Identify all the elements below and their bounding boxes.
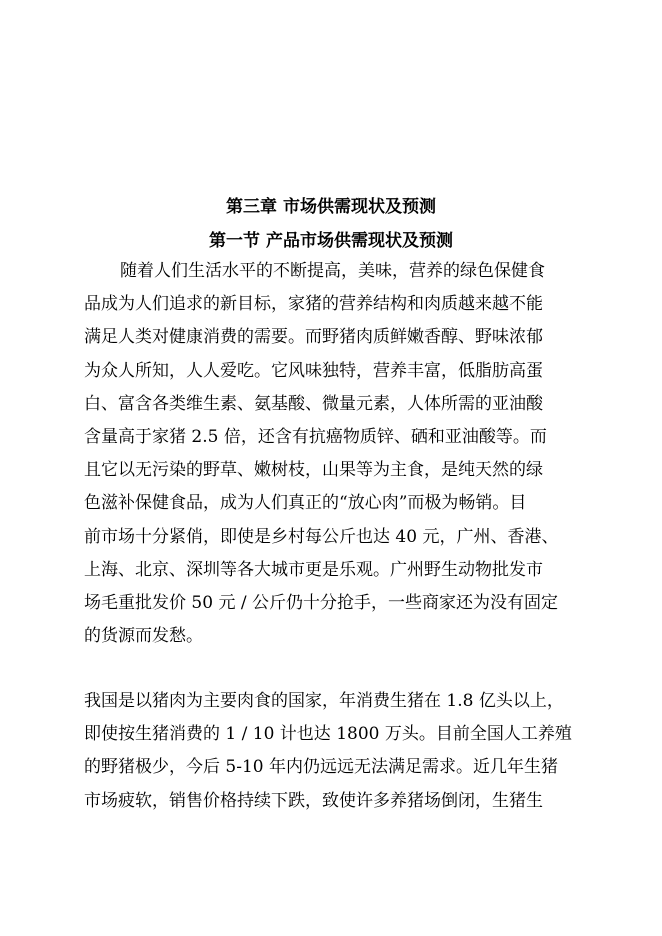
paragraph-line: 满足人类对健康消费的需要。而野猪肉质鲜嫩香醇、野味浓郁 [84,327,543,348]
paragraph-line: 我国是以猪肉为主要肉食的国家，年消费生猪在 1.8 亿头以上， [84,691,564,711]
section-title: 第一节 产品市场供需现状及预测 [209,231,453,251]
paragraph-line: 随着人们生活水平的不断提高，美味，营养的绿色保健食 [120,261,545,281]
paragraph-2 [84,685,584,818]
paragraph-line: 前市场十分紧俏，即使是乡村每公斤也达 40 元，广州、香港、 [84,526,559,547]
paragraph-line: 色滋补保健食品，成为人们真正的“放心肉”而极为畅销。目 [84,493,527,514]
paragraph-line: 的野猪极少，今后 5-10 年内仍远远无法满足需求。近几年生猪 [84,757,558,778]
paragraph-line: 白、富含各类维生素、氨基酸、微量元素，人体所需的亚油酸 [84,393,543,414]
paragraph-line: 品成为人们追求的新目标，家猪的营养结构和肉质越来越不能 [84,294,543,315]
paragraph-line: 且它以无污染的野草、嫩树枝，山果等为主食，是纯天然的绿 [84,460,543,481]
paragraph-line: 上海、北京、深圳等各大城市更是乐观。广州野生动物批发市 [84,559,543,580]
paragraph-line: 场毛重批发价 50 元 / 公斤仍十分抢手，一些商家还为没有固定 [84,593,558,614]
paragraph-line: 的货源而发愁。 [84,626,203,647]
paragraph-line: 即使按生猪消费的 1 / 10 计也达 1800 万头。目前全国人工养殖 [84,724,572,745]
paragraph-line: 含量高于家猪 2.5 倍，还含有抗癌物质锌、硒和亚油酸等。而 [84,427,547,448]
paragraph-1 [84,255,584,653]
paragraph-line: 市场疲软，销售价格持续下跌，致使许多养猪场倒闭，生猪生 [84,790,543,811]
paragraph-line: 为众人所知，人人爱吃。它风味独特，营养丰富，低脂肪高蛋 [84,360,543,381]
chapter-title: 第三章 市场供需现状及预测 [226,197,436,217]
